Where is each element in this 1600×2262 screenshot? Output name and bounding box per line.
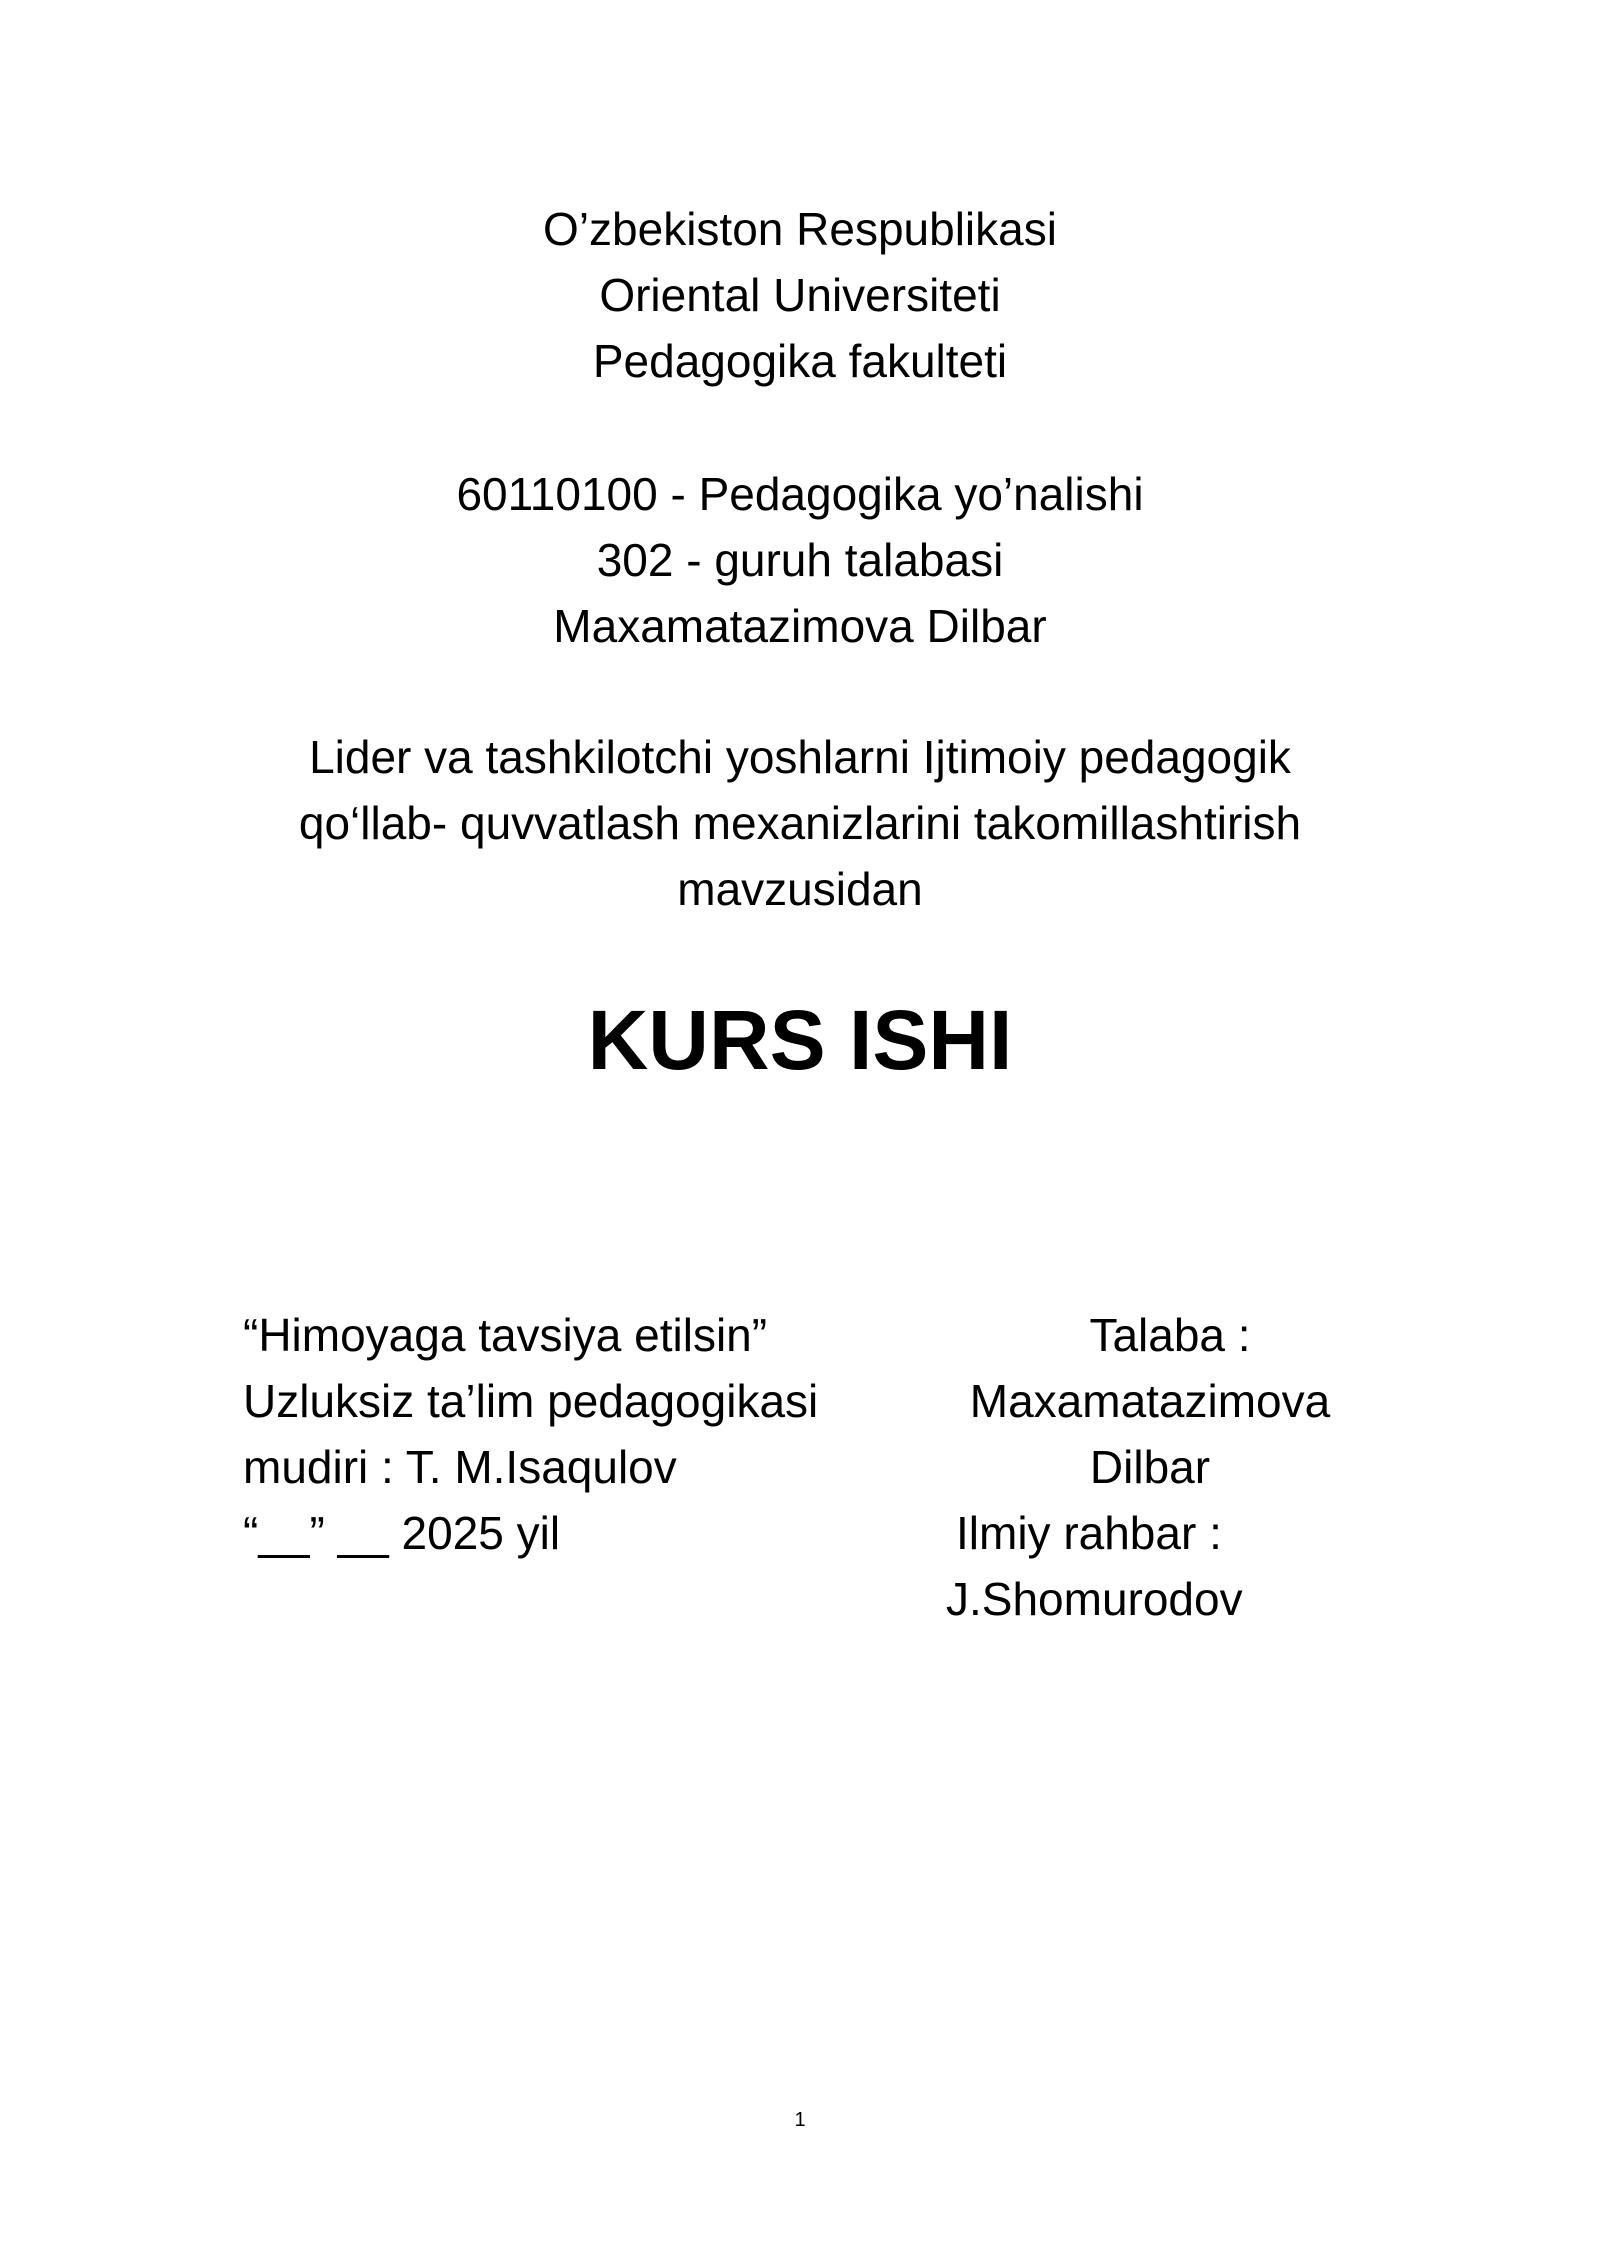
approval-line-1: “Himoyaga tavsiya etilsin” xyxy=(243,1309,768,1361)
document-title: KURS ISHI xyxy=(587,993,1013,1087)
student-group: 302 - guruh talabasi xyxy=(596,534,1004,586)
student-name: Maxamatazimova Dilbar xyxy=(553,600,1047,652)
direction-code: 60110100 - Pedagogika yo’nalishi xyxy=(456,468,1144,520)
university-name: Oriental Universiteti xyxy=(599,269,1001,321)
topic-line-3: mavzusidan xyxy=(677,863,923,915)
signatures-block xyxy=(930,1302,1370,1632)
student-signature-name-1: Maxamatazimova xyxy=(969,1375,1331,1427)
approval-date: “__” __ 2025 yil xyxy=(243,1507,561,1559)
student-signature-name-2: Dilbar xyxy=(1089,1441,1211,1493)
advisor-label: Ilmiy rahbar : xyxy=(956,1507,1222,1559)
country-name: O’zbekiston Respublikasi xyxy=(543,203,1057,255)
faculty-name: Pedagogika fakulteti xyxy=(592,335,1008,387)
page-number: 1 xyxy=(794,2109,806,2131)
student-label: Talaba : xyxy=(1089,1309,1251,1361)
student-info xyxy=(0,461,1600,659)
approval-line-3: mudiri : T. M.Isaqulov xyxy=(243,1441,677,1493)
topic-block xyxy=(0,724,1600,922)
approval-line-2: Uzluksiz ta’lim pedagogikasi xyxy=(243,1375,819,1427)
institution-header xyxy=(0,196,1600,394)
topic-line-1: Lider va tashkilotchi yoshlarni Ijtimoiy pedagogik xyxy=(309,731,1291,783)
approval-block xyxy=(243,1302,818,1566)
topic-line-2: qo‘llab- quvvatlash mexanizlarini takomillashtirish xyxy=(298,797,1302,849)
advisor-name: J.Shomurodov xyxy=(946,1573,1243,1625)
